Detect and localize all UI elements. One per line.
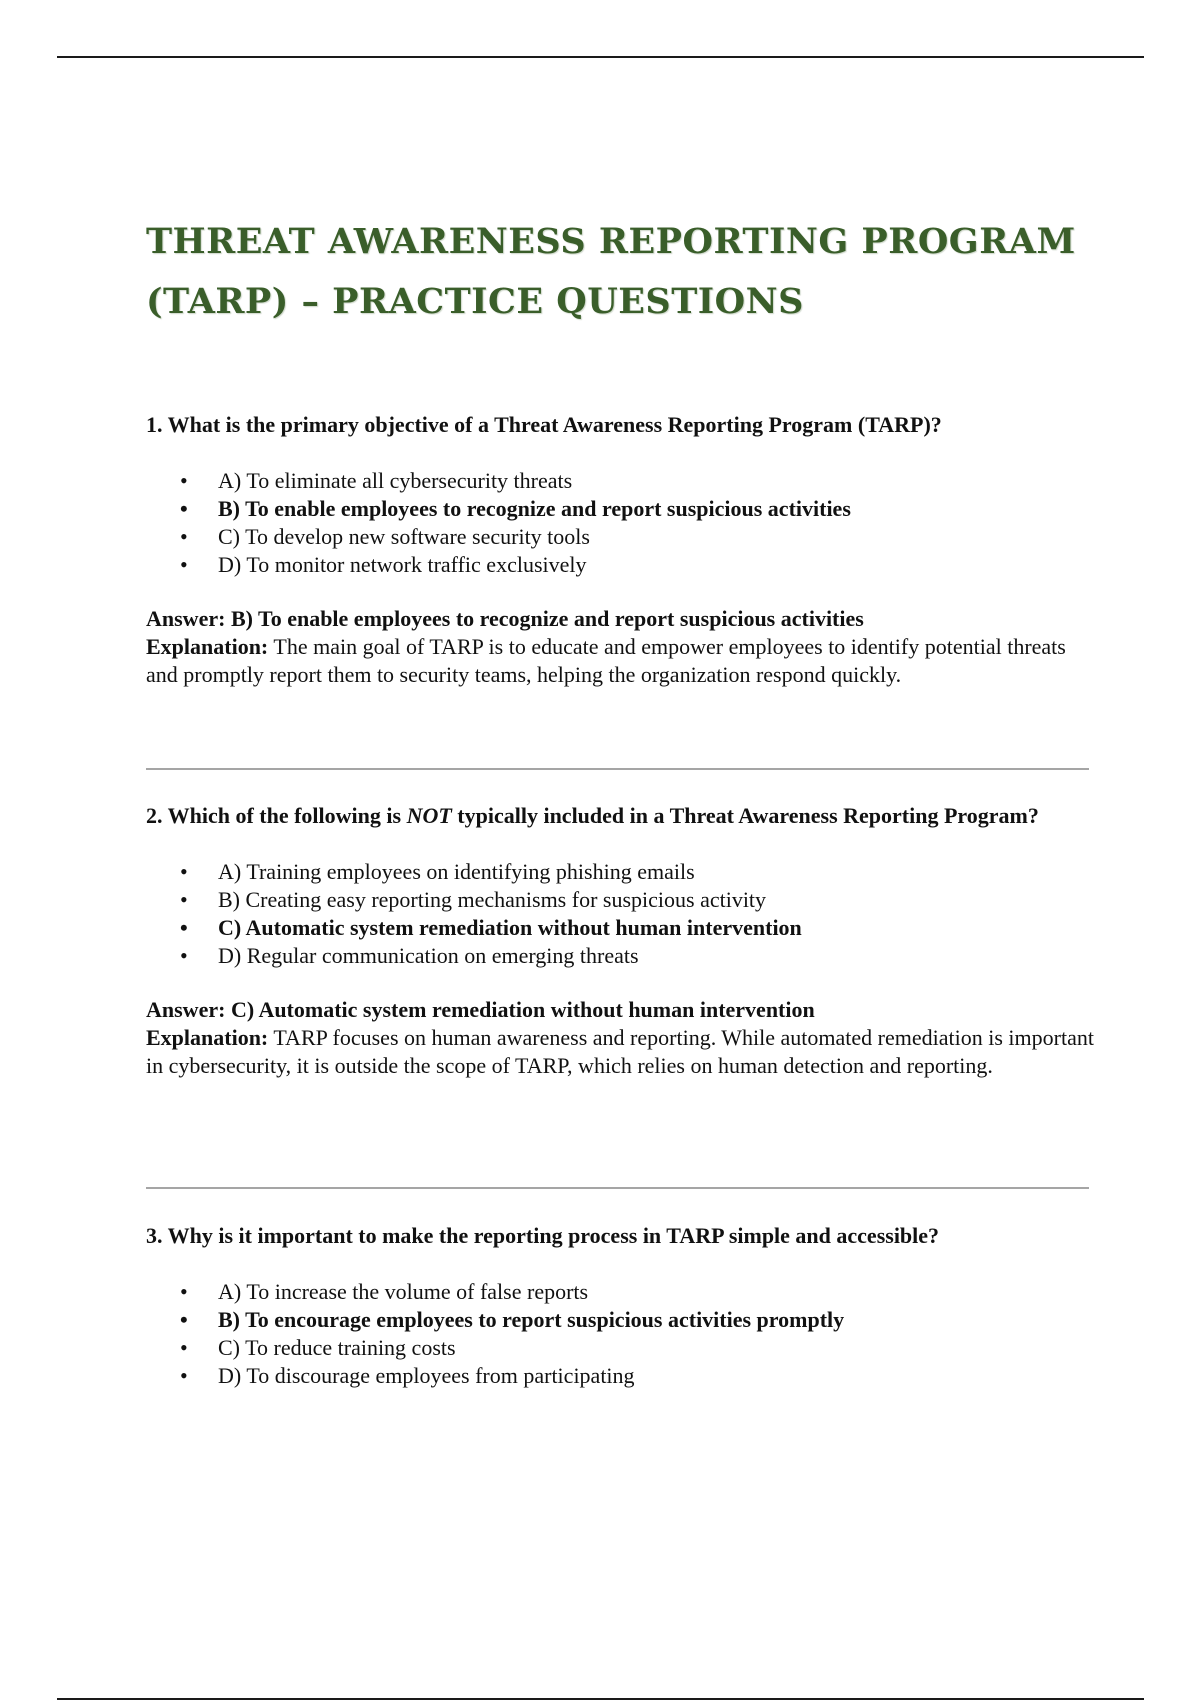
bullet-icon: • [180, 887, 188, 912]
question-2-text: 2. Which of the following is NOT typically included in a Threat Awareness Reporting Program? [146, 803, 1039, 828]
question-1-answer: Answer: B) To enable employees to recognize and report suspicious activities [146, 606, 864, 631]
bullet-icon: • [180, 915, 188, 940]
option-item: • D) To discourage employees from participating [180, 1363, 635, 1388]
question-2-answer: Answer: C) Automatic system remediation without human intervention [146, 997, 815, 1022]
option-item: • A) Training employees on identifying phishing emails [180, 859, 695, 884]
option-item: • D) Regular communication on emerging threats [180, 943, 639, 968]
bullet-icon: • [180, 468, 188, 493]
option-item: • A) To increase the volume of false reports [180, 1279, 589, 1304]
bullet-icon: • [180, 524, 188, 549]
document-title [146, 212, 1106, 332]
page-top-rule [57, 56, 1144, 58]
option-item: • A) To eliminate all cybersecurity threats [180, 468, 573, 493]
bullet-icon: • [180, 1307, 188, 1332]
title-line-2: (TARP) – PRACTICE QUESTIONS [146, 281, 804, 322]
option-item-correct: • B) To encourage employees to report suspicious activities promptly [180, 1307, 845, 1332]
question-1-text: 1. What is the primary objective of a Threat Awareness Reporting Program (TARP)? [146, 412, 942, 437]
question-3-text: 3. Why is it important to make the reporting process in TARP simple and accessible? [146, 1223, 940, 1248]
option-item: • B) Creating easy reporting mechanisms for suspicious activity [180, 887, 767, 912]
question-1 [146, 411, 1096, 689]
bullet-icon: • [180, 1335, 188, 1360]
question-2 [146, 802, 1096, 1080]
question-3-options [146, 1278, 1096, 1390]
title-line-1: THREAT AWARENESS REPORTING PROGRAM [146, 221, 1076, 262]
bullet-icon: • [180, 1279, 188, 1304]
section-divider [146, 1187, 1089, 1189]
emphasis-not: NOT [406, 803, 452, 828]
option-item-correct: • C) Automatic system remediation without human intervention [180, 915, 802, 940]
bullet-icon: • [180, 1363, 188, 1388]
option-item: • D) To monitor network traffic exclusively [180, 552, 587, 577]
question-3 [146, 1222, 1096, 1390]
bullet-icon: • [180, 552, 188, 577]
question-2-options [146, 858, 1096, 970]
bullet-icon: • [180, 859, 188, 884]
question-1-options [146, 467, 1096, 579]
question-1-explanation: Explanation: The main goal of TARP is to educate and empower employees to identify potential threats and promptly report them to security teams, helping the organization respond quickly. [146, 634, 1066, 687]
option-item: • C) To develop new software security tools [180, 524, 590, 549]
section-divider [146, 768, 1089, 770]
option-item-correct: • B) To enable employees to recognize and report suspicious activities [180, 496, 851, 521]
bullet-icon: • [180, 943, 188, 968]
option-item: • C) To reduce training costs [180, 1335, 456, 1360]
question-2-explanation: Explanation: TARP focuses on human awareness and reporting. While automated remediation is important in cybersecurity, it is outside the scope of TARP, which relies on human detection and reporting. [146, 1025, 1094, 1078]
bullet-icon: • [180, 496, 188, 521]
